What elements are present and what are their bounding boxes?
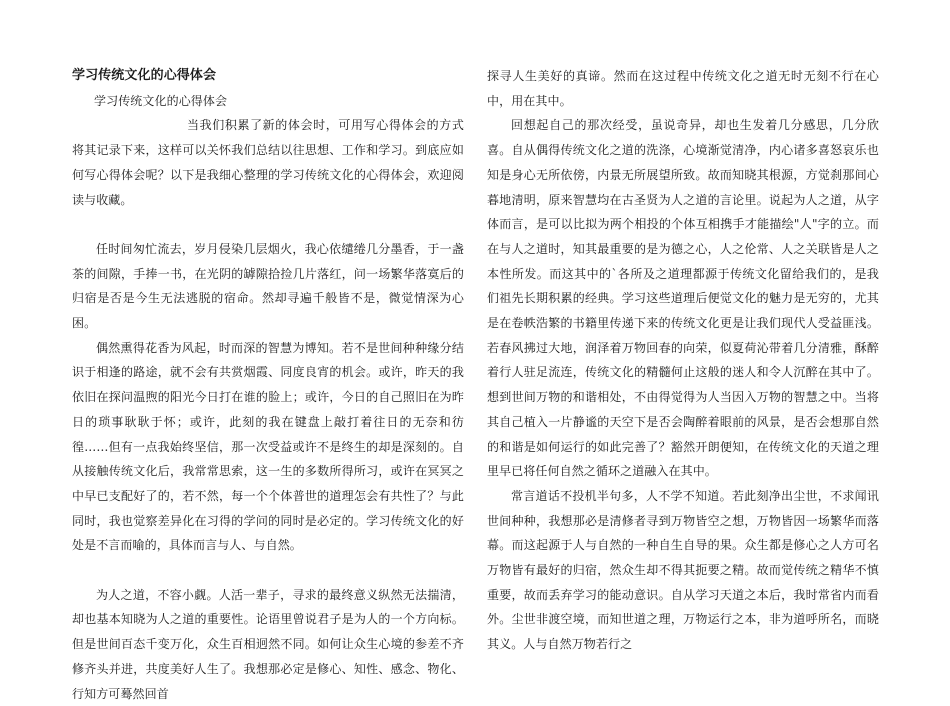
- paragraph-gap: [72, 212, 464, 237]
- right-column: [487, 64, 879, 657]
- intro-paragraph: 当我们积累了新的体会时，可用写心得体会的方式将其记录下来，这样可以关怀我们总结以往思想、工作和学习。到底应如何写心得体会呢？以下是我细心整理的学习传统文化的心得体会，欢迎阅读与收藏。: [72, 118, 464, 207]
- document-title: 学习传统文化的心得体会: [72, 68, 217, 83]
- body-paragraph: 为人之道，不容小觑。人活一辈子，寻求的最终意义纵然无法揣清，却也基本知晓为人之道的重要性。论语里曾说君子是为人的一个方向标。但是世间百态千变万化，众生百相迥然不同。如何让众生心境的参差不齐修齐头并进，共度美好人生了。我想那必定是修心、知性、感念、物化、行知方可蓦然回首: [72, 587, 464, 701]
- body-paragraph: 回想起自己的那次经受，虽说奇异，却也生发着几分感思，几分欣喜。自从偶得传统文化之道的洗涤，心境渐觉清净，内心诸多喜怒哀乐也知是身心无所依傍，内景无所展望所致。故而知晓其根源，方觉刹那间心暮地清明，原来智慧均在古圣贤为人之道的言论里。说起为人之道，从字体而言，是可以比拟为两个相投的个体互相携手才能描绘"人"字的立。而在与人之道时，知其最重要的是为德之心，人之伦常、人之关联皆是人之本性所发。而这其中的`各所及之道理都源于传统文化留给我们的，是我们祖先长期积累的经典。学习这些道理后便觉文化的魅力是无穷的，尤其是在卷帙浩繁的书籍里传递下来的传统文化更是让我们现代人受益匪浅。若春风拂过大地，润泽着万物回春的向荣，似夏荷沁带着几分清雅，酥醉着行人驻足流连，传统文化的精髓何止这般的迷人和令人沉醉在其中了。想到世间万物的和谐相处，不由得觉得为人当因入万物的智慧之中。当将其自己植入一片静谧的天空下是否会陶醉着眼前的风景，是否会想那自然的和谐是如何运行的如此完善了？豁然开朗便知，在传统文化的天道之理里早已将任何自然之循环之道融入在其中。: [487, 118, 879, 479]
- body-paragraph: 偶然熏得花香为风起，时而深的智慧为博知。若不是世间种种缘分结识于相逢的路途，就不会有共赏烟霞、同度良宵的机会。或许，昨天的我依旧在探问温煦的阳光今日打在谁的脸上；或许，今日的自己照旧在为昨日的琐事耿耿于怀；或许，此刻的我在键盘上敲打着往日的无奈和彷徨……但有一点我始终坚信，那一次受益或许不是终生的却是深刻的。自从接触传统文化后，我常常思索，这一生的多数所得所习，或许在冥冥之中早已支配好了的，若不然，每一个个体普世的道理怎会有共性了？与此同时，我也觉察差异化在习得的学问的同时是必定的。学习传统文化的好处是不言而喻的，具体而言与人、与自然。: [72, 340, 464, 553]
- left-column: [72, 64, 464, 706]
- body-paragraph: 任时间匆忙流去，岁月侵染几层烟火，我心依缱绻几分墨香，于一盏茶的间隙，手捧一书，在光阴的罅隙拾捡几片落红，问一场繁华落寞后的归宿是否是今生无法逃脱的宿命。然却寻遍千般皆不是，微觉情深为心困。: [72, 241, 464, 331]
- continued-paragraph: 探寻人生美好的真谛。然而在这过程中传统文化之道无时无刻不行在心中，用在其中。: [487, 69, 879, 108]
- body-paragraph: 常言道话不投机半句多，人不学不知道。若此刻净出尘世，不求闻讯世间种种，我想那必是清修者寻到万物皆空之想，万物皆因一场繁华而落幕。而这起源于人与自然的一种自生自导的果。众生都是修心之人方可名万物皆有最好的归宿，然众生却不得其扼要之精。故而觉传统之精华不慎重要，故而丢弃学习的能动意识。自从学习天道之本后，我时常省内而看外。尘世非渡空境，而知世道之理，万物运行之本，非为道呼所名，而晓其义。人与自然万物若行之: [487, 488, 879, 652]
- paragraph-gap: [72, 558, 464, 583]
- document-subtitle: 学习传统文化的心得体会: [94, 93, 228, 108]
